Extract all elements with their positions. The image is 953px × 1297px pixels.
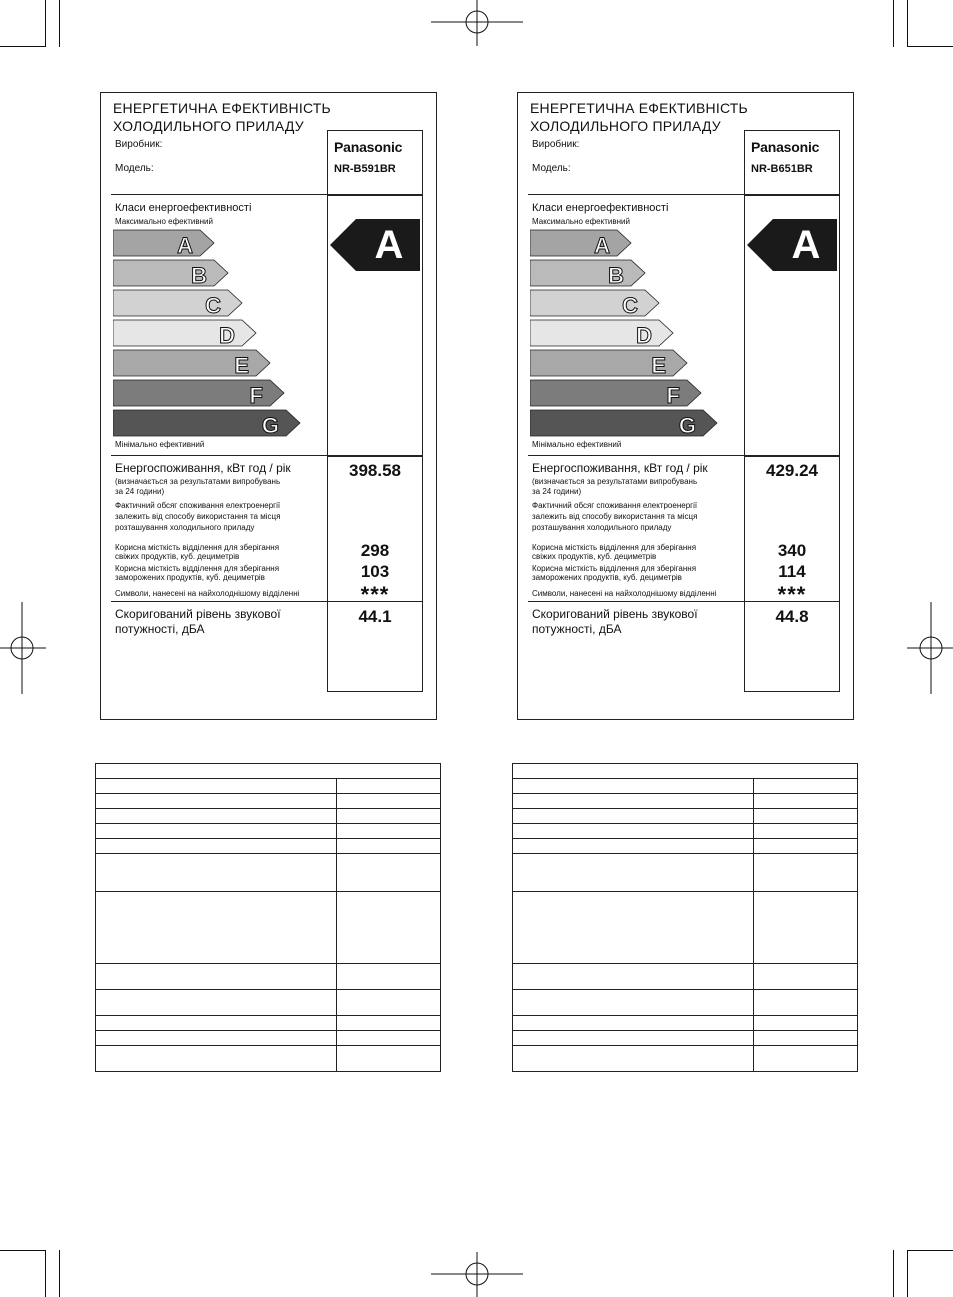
class-arrow-g — [113, 410, 300, 438]
min-efficient-label: Мінімально ефективний — [115, 440, 205, 449]
spec-table-right — [512, 763, 858, 1072]
frozen-volume-value: 103 — [360, 562, 390, 581]
class-arrow-a — [113, 230, 214, 258]
consumption-title: Енергоспоживання, кВт год / рік — [115, 461, 291, 475]
actual-note-3: розташування холодильного приладу — [115, 523, 255, 532]
consumption-note-2: за 24 години) — [532, 487, 582, 496]
brand-name: Panasonic — [751, 139, 820, 155]
svg-text:A: A — [177, 233, 193, 258]
class-arrow-c — [530, 290, 659, 318]
actual-note-2: залежить від способу використання та місця — [115, 512, 281, 521]
energy-class-arrows — [113, 228, 313, 438]
noise-value: 44.8 — [775, 607, 809, 626]
svg-text:G: G — [261, 413, 279, 438]
energy-label-2 — [517, 92, 854, 720]
model-number: NR-B591BR — [334, 163, 396, 175]
min-efficient-label: Мінімально ефективний — [532, 440, 622, 449]
class-arrow-g — [530, 410, 717, 438]
class-arrow-c — [113, 290, 242, 318]
energy-label-1 — [100, 92, 437, 720]
actual-note-3: розташування холодильного приладу — [532, 523, 672, 532]
fresh-volume-label-1: Корисна місткість відділення для зберігання — [532, 543, 697, 552]
freezer-symbols-label: Символи, нанесені на найхолоднішому відділенні — [532, 589, 717, 598]
class-arrow-d — [113, 320, 256, 348]
values-column — [744, 130, 840, 692]
frozen-volume-label-1: Корисна місткість відділення для зберігання — [115, 564, 280, 573]
consumption-value: 398.58 — [349, 461, 401, 480]
rating-letter: A — [791, 223, 821, 267]
model-label: Модель: — [532, 163, 571, 174]
frozen-volume-label-2: заморожених продуктів, куб. дециметрів — [115, 573, 265, 582]
fresh-volume-value: 340 — [777, 541, 807, 560]
manufacturer-label: Виробник: — [532, 139, 580, 150]
noise-label-1: Скоригований рівень звукової — [115, 607, 281, 621]
class-arrow-e — [530, 350, 687, 378]
registration-mark-top — [431, 0, 523, 46]
label-title: ЕНЕРГЕТИЧНА ЕФЕКТИВНІСТЬ ХОЛОДИЛЬНОГО ПРИЛАДУ — [530, 100, 748, 134]
consumption-note-2: за 24 години) — [115, 487, 165, 496]
noise-label-1: Скоригований рівень звукової — [532, 607, 698, 621]
frozen-volume-label-2: заморожених продуктів, куб. дециметрів — [532, 573, 682, 582]
class-arrow-f — [113, 380, 284, 408]
registration-mark-left — [0, 602, 46, 694]
svg-text:E: E — [234, 353, 249, 378]
frozen-volume-value: 114 — [778, 562, 806, 581]
svg-text:D: D — [636, 323, 652, 348]
svg-text:E: E — [651, 353, 666, 378]
class-arrow-a — [530, 230, 631, 258]
svg-text:C: C — [622, 293, 638, 318]
svg-text:F: F — [249, 383, 263, 408]
energy-classes-title: Класи енергоефективності — [115, 202, 252, 214]
max-efficient-label: Максимально ефективний — [115, 217, 213, 226]
frozen-volume-label-1: Корисна місткість відділення для зберігання — [532, 564, 697, 573]
svg-text:D: D — [219, 323, 235, 348]
svg-text:B: B — [191, 263, 207, 288]
class-arrow-b — [113, 260, 228, 288]
fresh-volume-label-2: свіжих продуктів, куб. дециметрів — [115, 552, 240, 561]
noise-label-2: потужності, дБА — [532, 622, 622, 636]
energy-class-arrows — [530, 228, 730, 438]
registration-mark-right — [907, 602, 953, 694]
svg-text:B: B — [608, 263, 624, 288]
fresh-volume-value: 298 — [360, 541, 390, 560]
freezer-stars-value: *** — [777, 582, 807, 607]
freezer-symbols-label: Символи, нанесені на найхолоднішому відділенні — [115, 589, 300, 598]
consumption-value: 429.24 — [766, 461, 818, 480]
noise-value: 44.1 — [358, 607, 392, 626]
model-number: NR-B651BR — [751, 163, 813, 175]
consumption-note-1: (визначається за результатами випробувань — [115, 477, 281, 486]
rating-letter: A — [374, 223, 404, 267]
model-label: Модель: — [115, 163, 154, 174]
spec-table-left — [95, 763, 441, 1072]
svg-text:C: C — [205, 293, 221, 318]
brand-name: Panasonic — [334, 139, 403, 155]
registration-mark-bottom — [431, 1252, 523, 1297]
class-arrow-e — [113, 350, 270, 378]
svg-text:A: A — [594, 233, 610, 258]
fresh-volume-label-1: Корисна місткість відділення для зберігання — [115, 543, 280, 552]
fresh-volume-label-2: свіжих продуктів, куб. дециметрів — [532, 552, 657, 561]
svg-text:F: F — [666, 383, 680, 408]
class-arrow-f — [530, 380, 701, 408]
svg-text:G: G — [678, 413, 696, 438]
label-title: ЕНЕРГЕТИЧНА ЕФЕКТИВНІСТЬ ХОЛОДИЛЬНОГО ПРИЛАДУ — [113, 100, 331, 134]
consumption-note-1: (визначається за результатами випробувань — [532, 477, 698, 486]
values-column — [327, 130, 423, 692]
freezer-stars-value: *** — [360, 582, 390, 607]
actual-note-2: залежить від способу використання та місця — [532, 512, 698, 521]
consumption-title: Енергоспоживання, кВт год / рік — [532, 461, 708, 475]
class-arrow-b — [530, 260, 645, 288]
manufacturer-label: Виробник: — [115, 139, 163, 150]
max-efficient-label: Максимально ефективний — [532, 217, 630, 226]
class-arrow-d — [530, 320, 673, 348]
noise-label-2: потужності, дБА — [115, 622, 205, 636]
energy-classes-title: Класи енергоефективності — [532, 202, 669, 214]
actual-note-1: Фактичний обсяг споживання електроенергії — [115, 501, 281, 510]
actual-note-1: Фактичний обсяг споживання електроенергії — [532, 501, 698, 510]
